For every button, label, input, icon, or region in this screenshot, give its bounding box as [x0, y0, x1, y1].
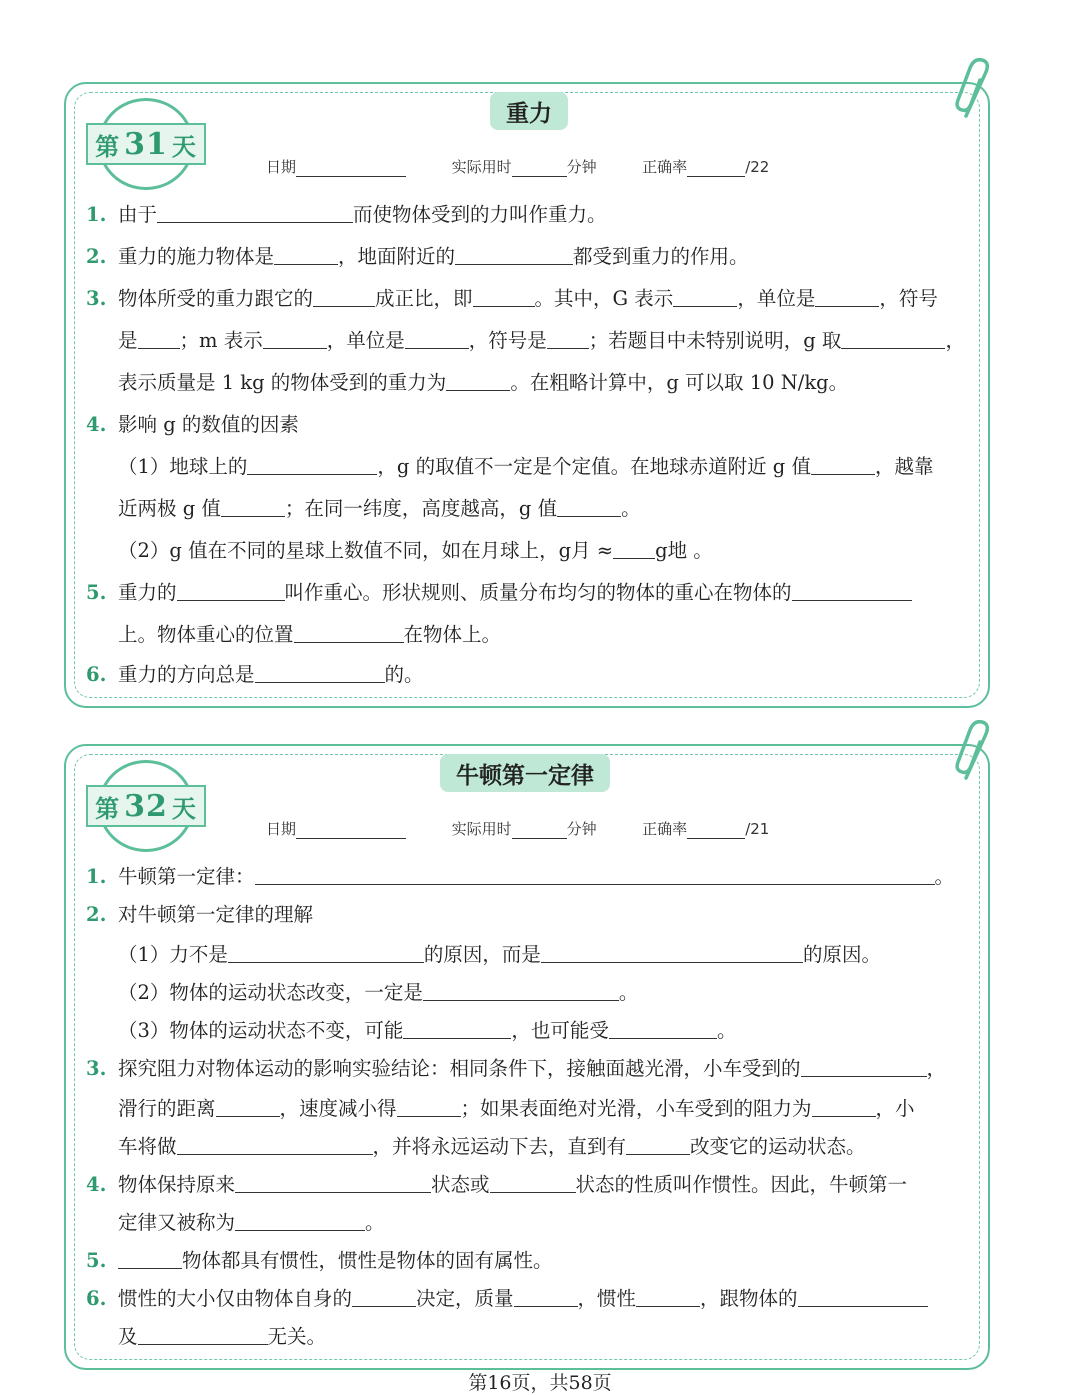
paperclip-icon	[952, 58, 996, 122]
blank[interactable]	[636, 1286, 700, 1307]
blank[interactable]	[313, 286, 375, 307]
blank[interactable]	[228, 942, 424, 963]
blank[interactable]	[490, 1172, 576, 1193]
blank[interactable]	[446, 370, 510, 391]
question-4-cont: 定律又被称为 。	[118, 1211, 385, 1234]
blank[interactable]	[235, 1172, 431, 1193]
question-2-part-2: （2）物体的运动状态改变，一定是 。	[118, 981, 639, 1004]
day-badge: 第 32 天	[86, 760, 206, 852]
question-1: 1. 牛顿第一定律： 。	[86, 865, 955, 888]
question-6-cont: 及 无关。	[118, 1325, 327, 1348]
blank[interactable]	[812, 1096, 876, 1117]
meta-row: 日期 实际用时 分钟 正确率 /21	[266, 820, 770, 838]
meta-row: 日期 实际用时 分钟 正确率 /22	[266, 158, 770, 176]
blank[interactable]	[613, 538, 655, 559]
question-4-part-1-cont: 近两极 g 值 ；在同一纬度，高度越高，g 值 。	[118, 497, 641, 520]
blank[interactable]	[352, 1286, 416, 1307]
question-3-cont: 表示质量是 1 kg 的物体受到的重力为 。在粗略计算中，g 可以取 10 N/kg。	[118, 371, 849, 394]
blank[interactable]	[177, 580, 285, 601]
blank[interactable]	[547, 328, 589, 349]
question-4-part-2: （2）g 值在不同的星球上数值不同，如在月球上，g月 ≈ g地 。	[118, 539, 713, 562]
section-title: 重力	[490, 92, 568, 130]
question-3: 3. 探究阻力对物体运动的影响实验结论：相同条件下，接触面越光滑，小车受到的 ，	[86, 1057, 947, 1080]
blank[interactable]	[247, 454, 377, 475]
blank[interactable]	[815, 286, 879, 307]
question-2-part-3: （3）物体的运动状态不变，可能 ，也可能受 。	[118, 1019, 737, 1042]
blank[interactable]	[138, 328, 180, 349]
blank[interactable]	[216, 1096, 280, 1117]
question-2: 2. 重力的施力物体是 ，地面附近的 都受到重力的作用。	[86, 245, 749, 268]
paperclip-icon	[952, 720, 996, 784]
blank[interactable]	[473, 286, 535, 307]
question-5-cont: 上。物体重心的位置 在物体上。	[118, 623, 502, 646]
day-badge: 第 31 天	[86, 98, 206, 190]
blank[interactable]	[274, 244, 338, 265]
lesson-card-31	[64, 82, 990, 708]
blank[interactable]	[221, 496, 285, 517]
question-6: 6. 重力的方向总是 的。	[86, 663, 424, 686]
blank[interactable]	[801, 1056, 927, 1077]
blank[interactable]	[177, 1134, 373, 1155]
section-title: 牛顿第一定律	[440, 754, 610, 792]
blank[interactable]	[405, 328, 469, 349]
question-3-cont: 是 ；m 表示 ，单位是 ，符号是 ；若题目中未特别说明，g 取 ，	[118, 329, 965, 352]
blank[interactable]	[798, 1286, 928, 1307]
blank[interactable]	[235, 1210, 365, 1231]
question-2-part-1: （1）力不是 的原因，而是 的原因。	[118, 943, 881, 966]
lesson-card-32	[64, 744, 990, 1370]
page-footer: 第16页，共58页	[468, 1372, 612, 1394]
blank[interactable]	[138, 1324, 268, 1345]
blank[interactable]	[673, 286, 737, 307]
question-4: 4. 物体保持原来 状态或 状态的性质叫作惯性。因此，牛顿第一	[86, 1173, 908, 1196]
blank[interactable]	[626, 1134, 690, 1155]
question-5: 5. 重力的 叫作重心。形状规则、质量分布均匀的物体的重心在物体的	[86, 580, 912, 606]
blank[interactable]	[514, 1286, 578, 1307]
blank[interactable]	[455, 244, 573, 265]
blank[interactable]	[397, 1096, 461, 1117]
blank[interactable]	[157, 202, 353, 223]
blank[interactable]	[811, 454, 875, 475]
question-3-cont: 滑行的距离 ，速度减小得 ；如果表面绝对光滑，小车受到的阻力为 ，小	[118, 1097, 915, 1120]
blank[interactable]	[255, 864, 935, 885]
question-3: 3. 物体所受的重力跟它的 成正比，即 。其中，G 表示 ，单位是 ，符号	[86, 287, 938, 310]
blank[interactable]	[403, 1018, 511, 1039]
blank[interactable]	[294, 622, 404, 643]
question-3-cont: 车将做 ，并将永远运动下去，直到有 改变它的运动状态。	[118, 1135, 866, 1158]
question-4-part-1: （1）地球上的 ，g 的取值不一定是个定值。在地球赤道附近 g 值 ，越靠	[118, 455, 934, 478]
question-5: 5. 物体都具有惯性，惯性是物体的固有属性。	[86, 1249, 553, 1272]
question-2: 2. 对牛顿第一定律的理解	[86, 903, 314, 926]
question-1: 1. 由于 而使物体受到的力叫作重力。	[86, 203, 607, 226]
blank[interactable]	[841, 328, 945, 349]
blank[interactable]	[792, 580, 912, 601]
question-4: 4. 影响 g 的数值的因素	[86, 413, 299, 436]
question-6: 6. 惯性的大小仅由物体自身的 决定，质量 ，惯性 ，跟物体的	[86, 1286, 928, 1312]
blank[interactable]	[423, 980, 619, 1001]
blank[interactable]	[541, 942, 803, 963]
blank[interactable]	[118, 1248, 182, 1269]
blank[interactable]	[557, 496, 621, 517]
blank[interactable]	[263, 328, 327, 349]
blank[interactable]	[255, 662, 385, 683]
blank[interactable]	[609, 1018, 717, 1039]
